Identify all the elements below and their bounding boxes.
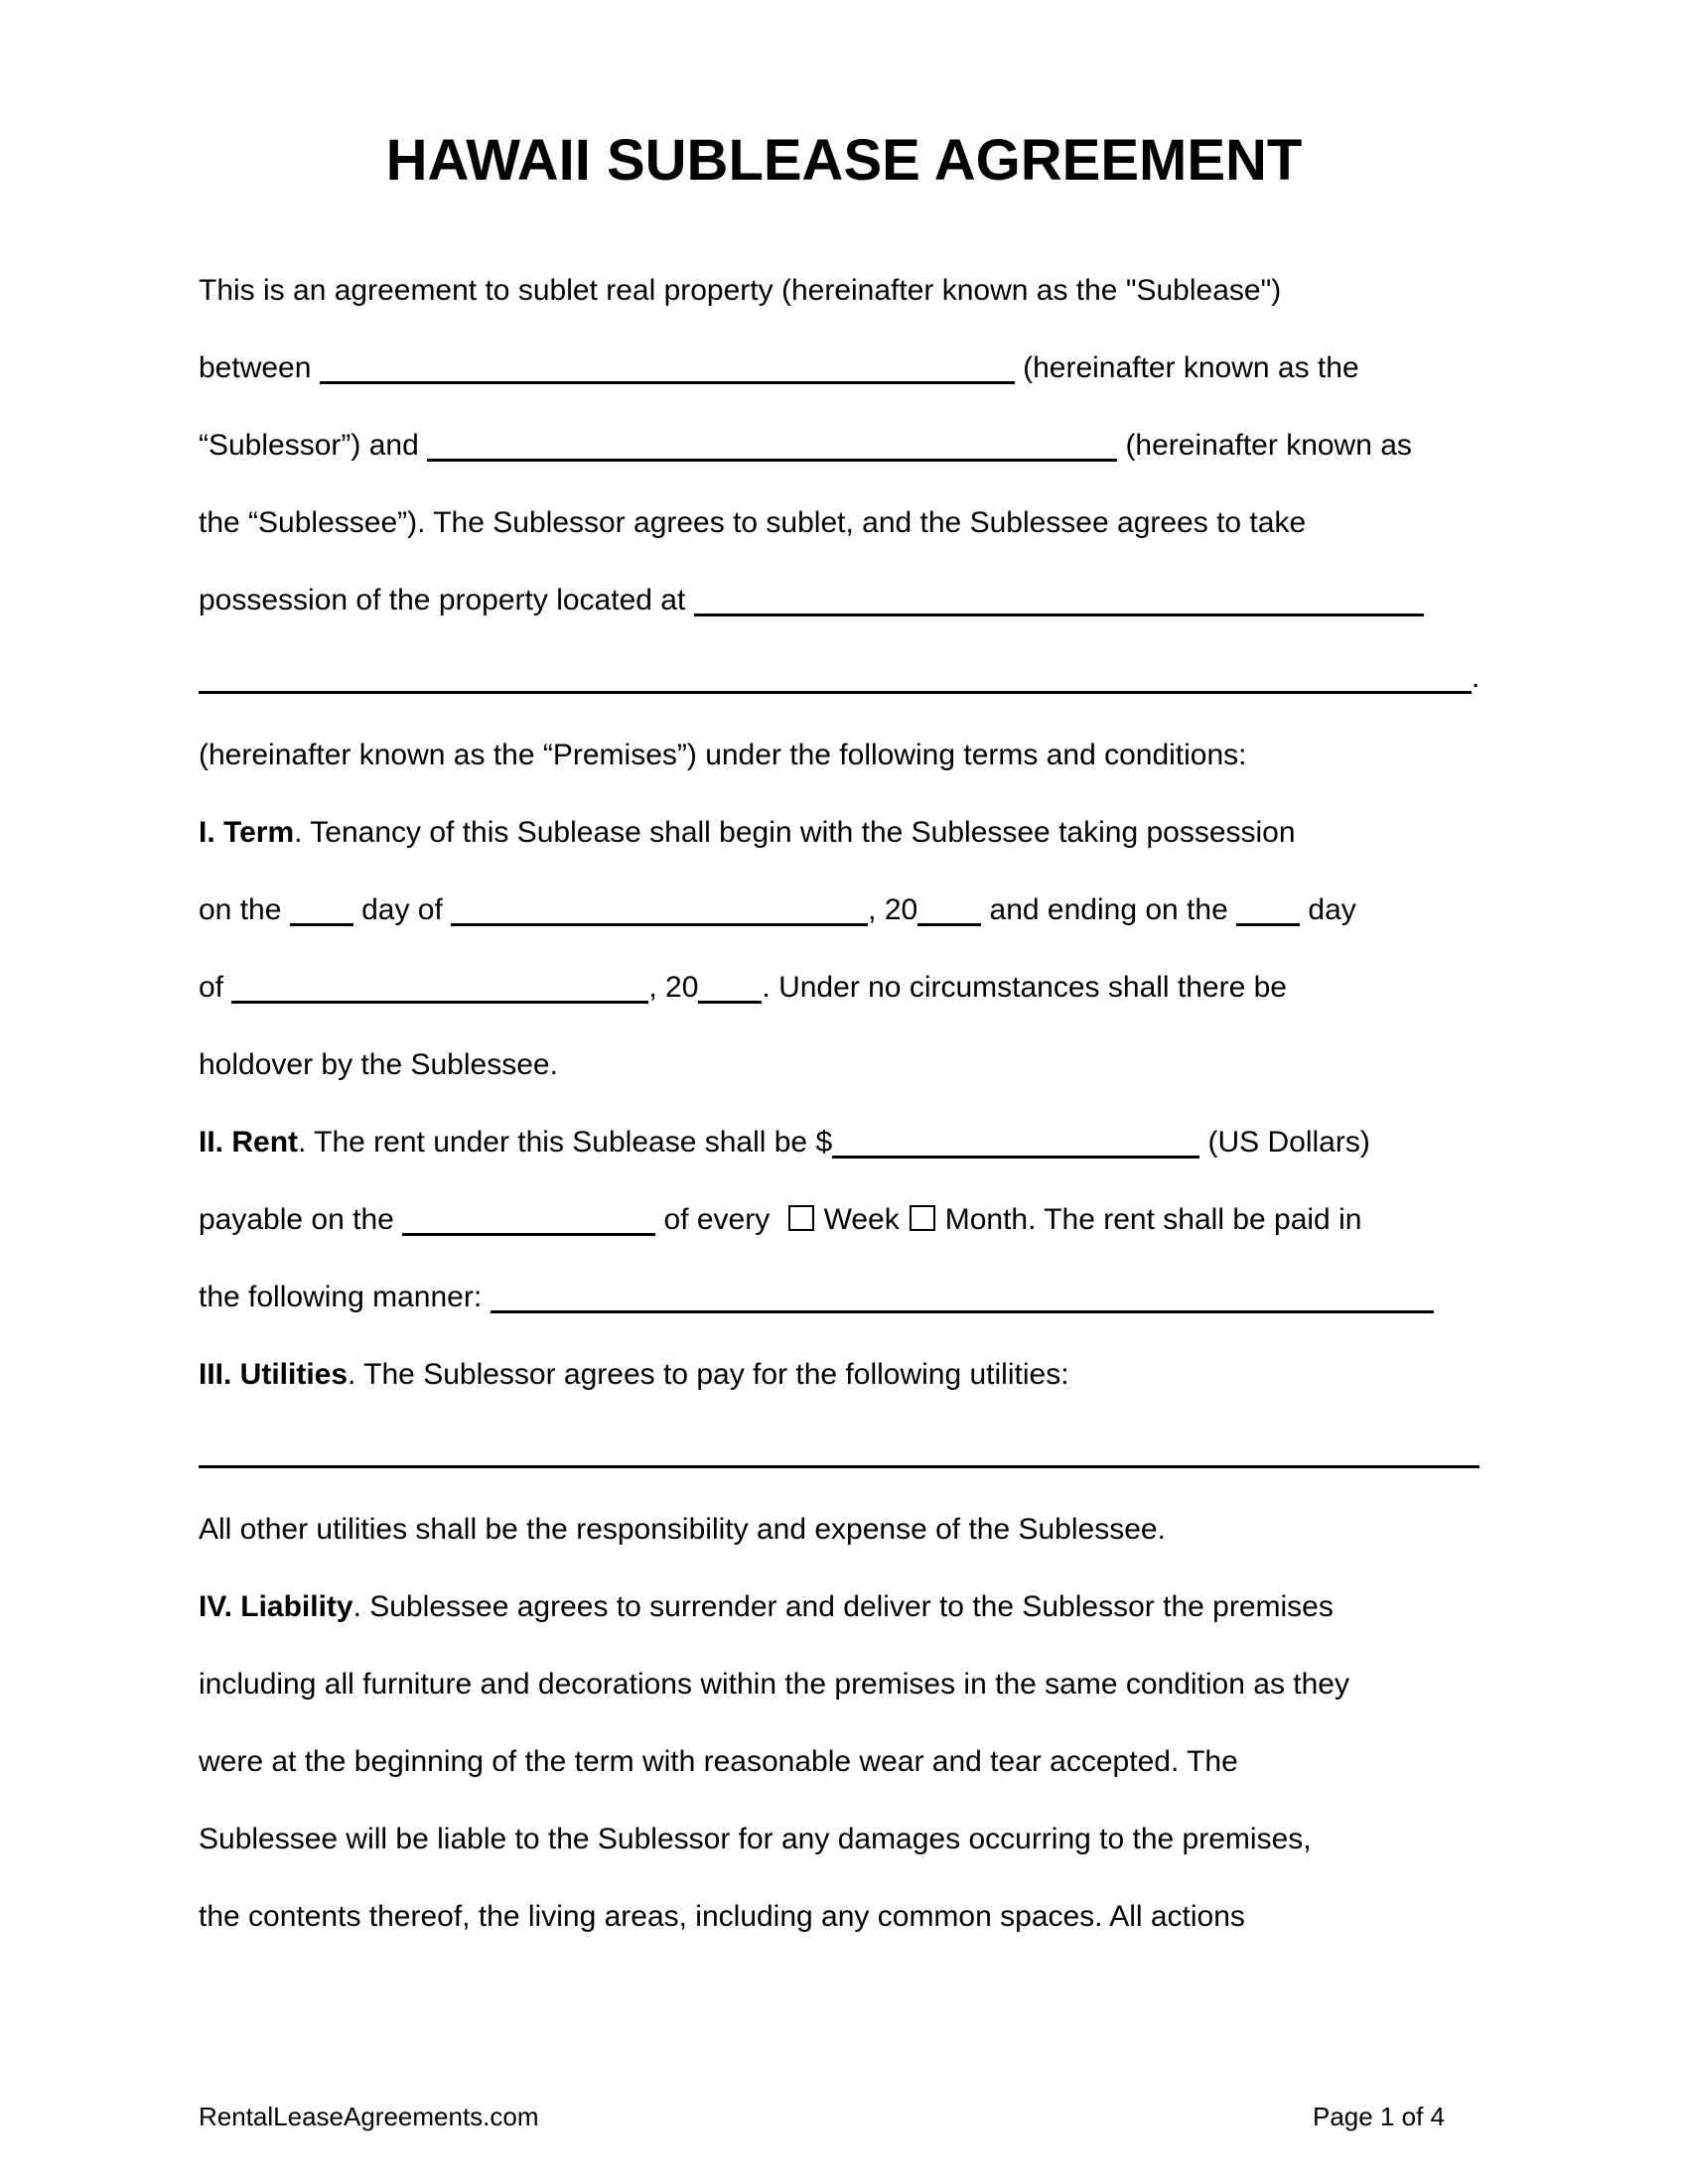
intro-line-3: [199, 407, 1489, 484]
intro-line-2: [199, 330, 1489, 407]
property-address-blank-1[interactable]: [694, 614, 1424, 616]
liability-text-3: were at the beginning of the term with reasonable wear and tear accepted. The: [199, 1745, 1238, 1778]
rent-line-2: [199, 1181, 1489, 1259]
intro-line-4: [199, 484, 1489, 562]
intro-text-4: the “Sublessee”). The Sublessor agrees to sublet, and the Sublessee agrees to take: [199, 506, 1307, 539]
rent-amount-blank[interactable]: [832, 1156, 1199, 1159]
rent-text-1a: . The rent under this Sublease shall be $: [298, 1126, 833, 1159]
liability-line-4: [199, 1801, 1489, 1878]
term-text-3b: , 20: [648, 971, 699, 1004]
footer-page-number: Page 1 of 4: [1313, 2102, 1445, 2131]
utilities-line-3: [199, 1491, 1489, 1569]
start-day-blank[interactable]: [290, 923, 353, 926]
utilities-text-1: . The Sublessor agrees to pay for the following utilities:: [348, 1358, 1069, 1391]
rent-line-1: [199, 1104, 1489, 1181]
intro-text-5: possession of the property located at: [199, 584, 694, 616]
term-text-2e: day: [1300, 893, 1356, 926]
week-checkbox[interactable]: [788, 1205, 814, 1231]
term-text-2a: on the: [199, 893, 290, 926]
intro-text-7: (hereinafter known as the “Premises”) under the following terms and conditions:: [199, 739, 1247, 771]
term-heading: I. Term: [199, 816, 295, 849]
intro-line-6: [199, 639, 1489, 717]
intro-text-6: .: [1472, 661, 1480, 694]
utilities-heading: III. Utilities: [199, 1358, 349, 1391]
liability-text-4: Sublessee will be liable to the Sublessor for any damages occurring to the premises,: [199, 1823, 1312, 1855]
term-text-2d: and ending on the: [981, 893, 1237, 926]
term-text-2b: day of: [352, 893, 452, 926]
intro-text-3b: (hereinafter known as: [1117, 429, 1412, 462]
week-checkbox-label: Week: [823, 1203, 900, 1236]
liability-text-1: . Sublessee agrees to surrender and deliver to the Sublessor the premises: [352, 1590, 1334, 1623]
month-checkbox[interactable]: [910, 1205, 935, 1231]
rent-text-3: the following manner:: [199, 1281, 491, 1313]
footer-site-name: RentalLeaseAgreements.com: [199, 2102, 539, 2131]
term-line-4: [199, 1026, 1489, 1104]
rent-text-2a: payable on the: [199, 1203, 403, 1236]
rent-heading: II. Rent: [199, 1126, 299, 1159]
intro-text-2a: between: [199, 351, 320, 384]
intro-text-2b: (hereinafter known as the: [1014, 351, 1359, 384]
liability-text-2: including all furniture and decorations within the premises in the same condition as they: [199, 1668, 1349, 1701]
end-day-blank[interactable]: [1236, 923, 1300, 926]
intro-line-5: [199, 562, 1489, 639]
page-footer: [199, 2097, 1445, 2136]
end-year-blank[interactable]: [698, 1001, 762, 1004]
term-text-3a: of: [199, 971, 232, 1004]
start-year-blank[interactable]: [917, 923, 981, 926]
end-month-blank[interactable]: [231, 1001, 648, 1004]
intro-line-1: [199, 252, 1489, 330]
term-text-4: holdover by the Sublessee.: [199, 1048, 558, 1081]
document-body: [199, 252, 1489, 1956]
rent-text-2b: of every: [655, 1203, 778, 1236]
term-line-1: [199, 794, 1489, 872]
intro-line-7: [199, 717, 1489, 794]
rent-line-3: [199, 1259, 1489, 1336]
term-text-2c: , 20: [868, 893, 918, 926]
document-title: HAWAII SUBLEASE AGREEMENT: [385, 128, 1303, 193]
utilities-line-2: [199, 1414, 1489, 1491]
intro-text-1: This is an agreement to sublet real property (hereinafter known as the "Sublease"): [199, 274, 1282, 307]
month-checkbox-label: Month. The rent shall be paid in: [944, 1203, 1362, 1236]
rent-due-day-blank[interactable]: [402, 1233, 655, 1236]
liability-text-5: the contents thereof, the living areas, including any common spaces. All actions: [199, 1900, 1245, 1933]
utilities-line-1: [199, 1336, 1489, 1414]
term-text-3c: . Under no circumstances shall there be: [762, 971, 1287, 1004]
utilities-text-2: All other utilities shall be the responsibility and expense of the Sublessee.: [199, 1513, 1166, 1546]
start-month-blank[interactable]: [451, 923, 868, 926]
term-text-1: . Tenancy of this Sublease shall begin with the Sublessee taking possession: [294, 816, 1296, 849]
liability-heading: IV. Liability: [199, 1590, 353, 1623]
sublessee-name-blank[interactable]: [427, 459, 1117, 462]
intro-text-3a: “Sublessor”) and: [199, 429, 428, 462]
liability-line-3: [199, 1723, 1489, 1801]
payment-manner-blank[interactable]: [491, 1310, 1434, 1313]
term-line-3: [199, 949, 1489, 1026]
rent-text-1b: (US Dollars): [1199, 1126, 1370, 1159]
liability-line-2: [199, 1646, 1489, 1723]
term-line-2: [199, 872, 1489, 949]
sublessor-name-blank[interactable]: [320, 381, 1015, 384]
liability-line-5: [199, 1878, 1489, 1956]
property-address-blank-2[interactable]: [199, 691, 1472, 694]
utilities-list-blank[interactable]: [199, 1465, 1479, 1468]
liability-line-1: [199, 1569, 1489, 1646]
